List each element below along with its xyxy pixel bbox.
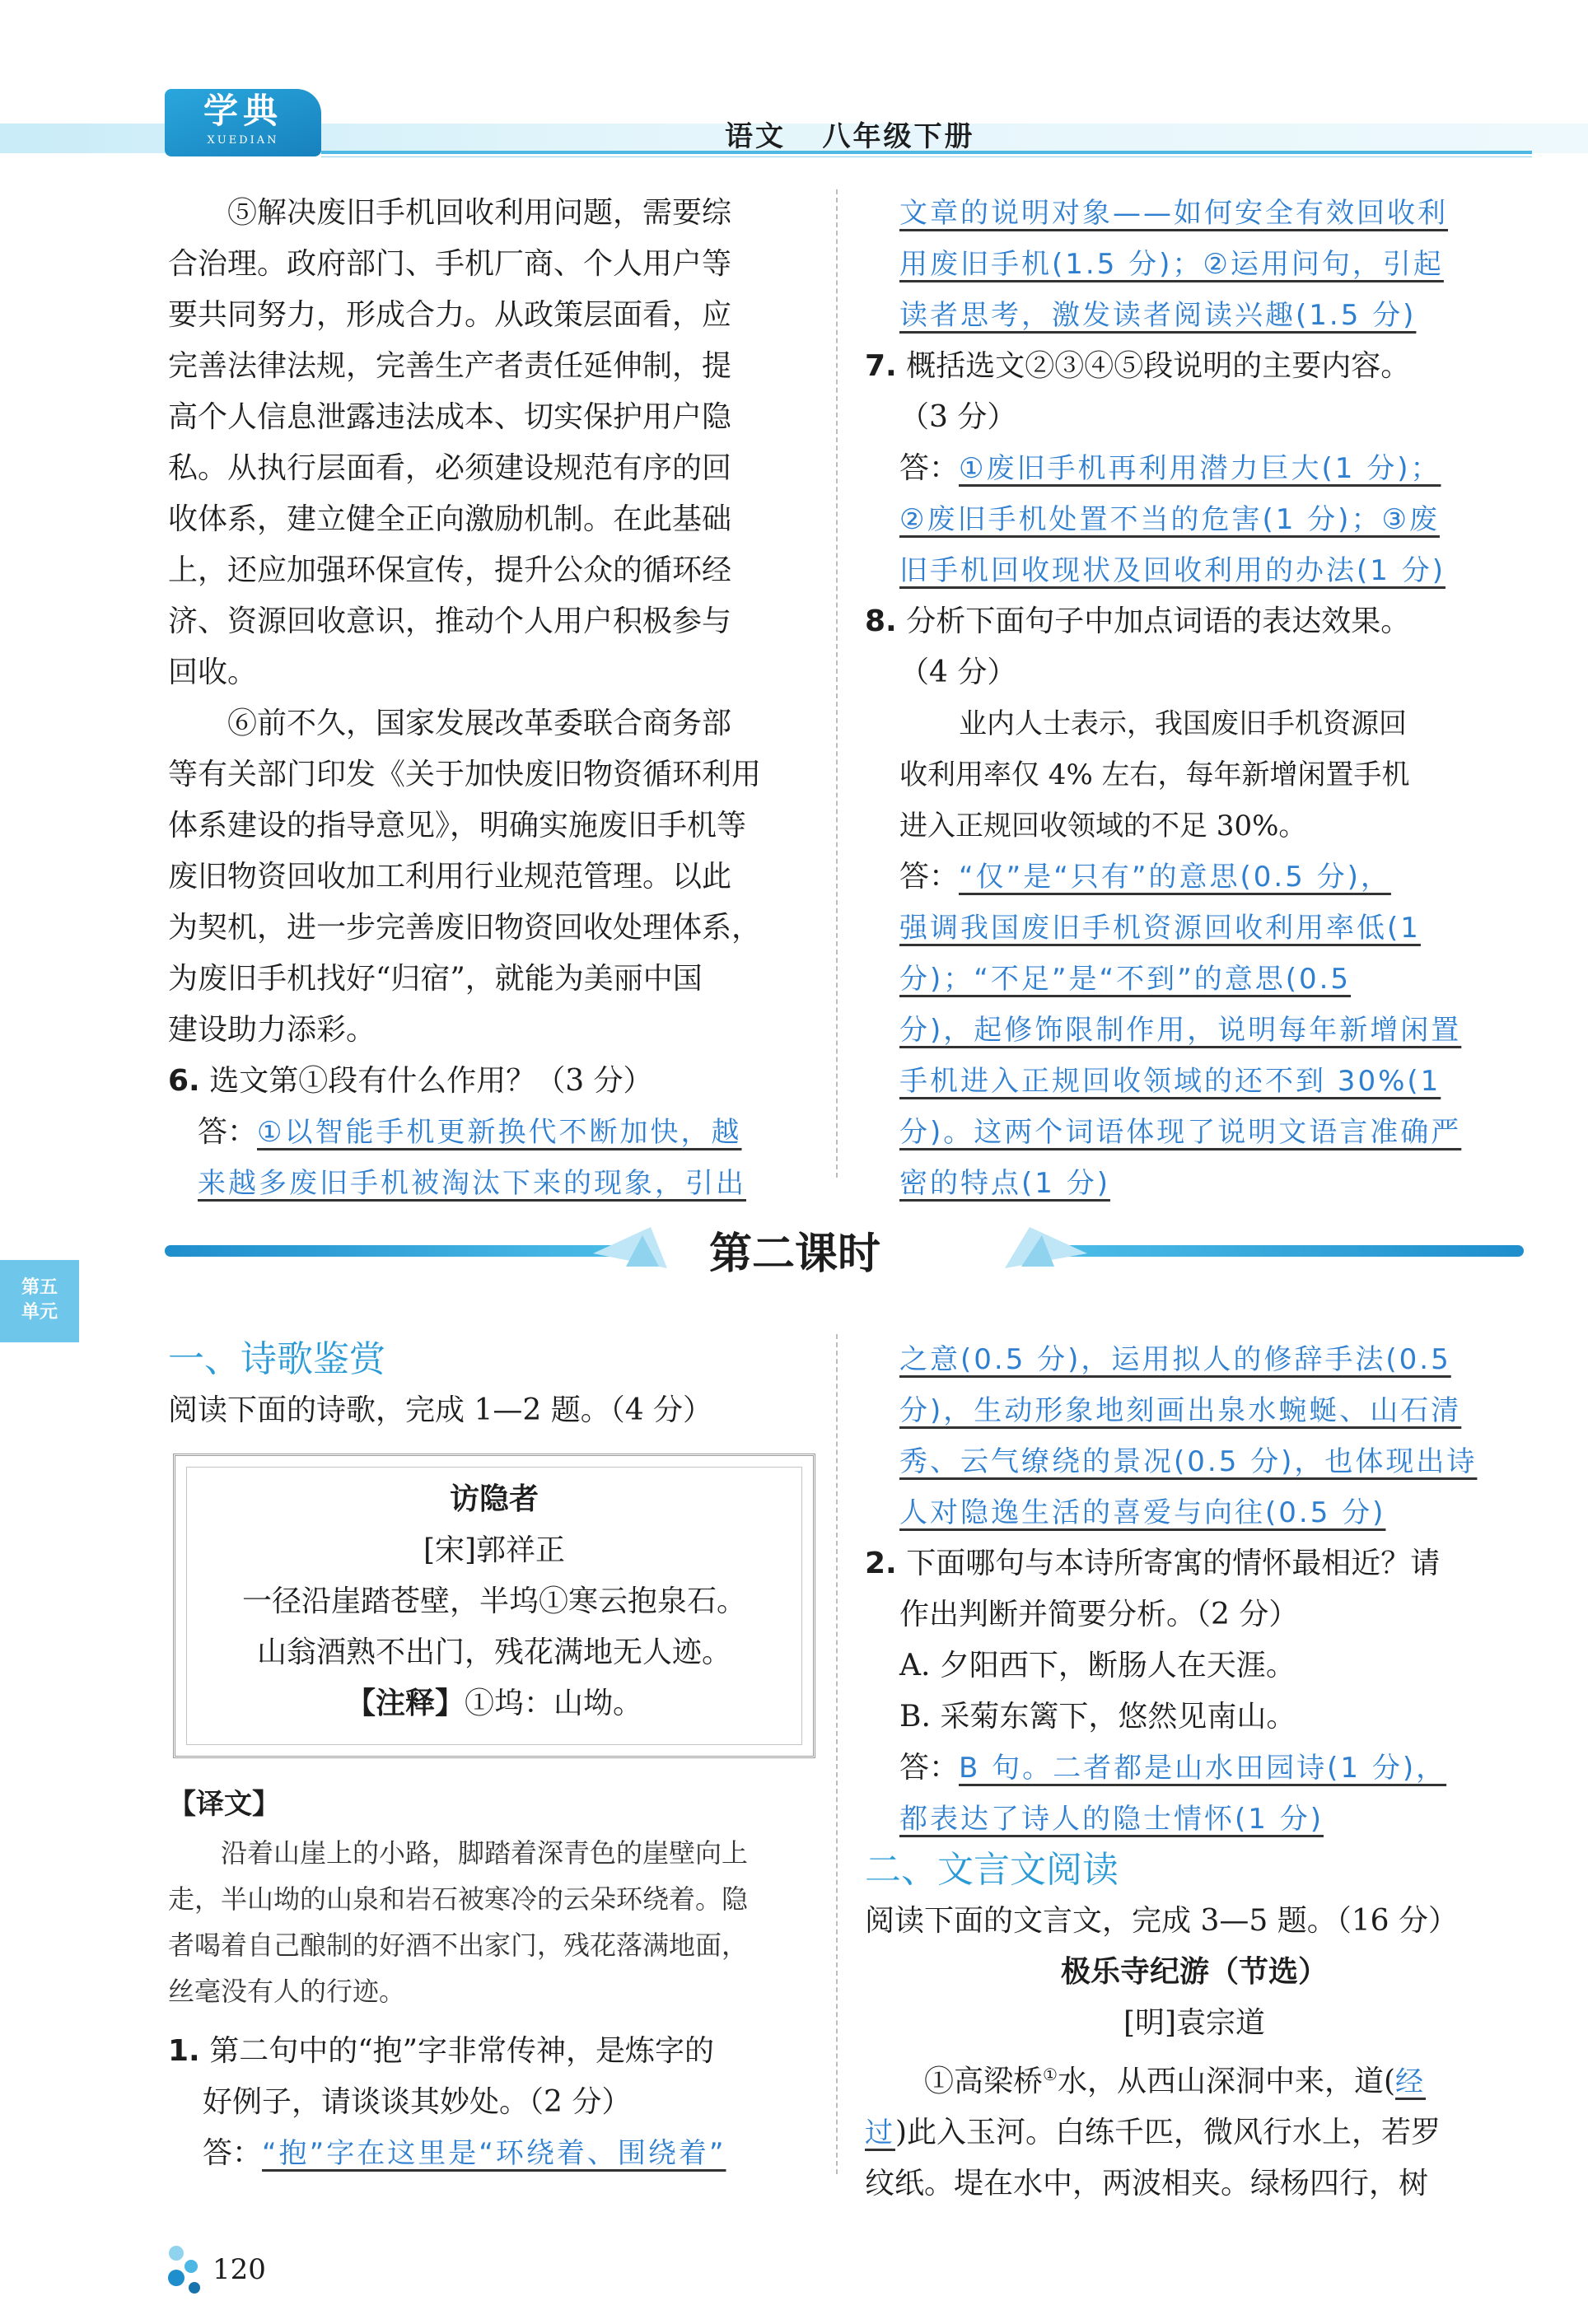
- answer-text: 分)，起修饰限制作用，说明每年新增闲置: [899, 1014, 1462, 1047]
- answer-text: 都表达了诗人的隐士情怀(1 分): [899, 1803, 1324, 1836]
- question-score: （3 分）: [899, 400, 1017, 434]
- paragraph-5: [168, 188, 819, 698]
- question-text: 下面哪句与本诗所寄寓的情怀最相近？请: [906, 1547, 1441, 1580]
- column-divider: [836, 1334, 838, 2174]
- answer-label: 答：: [203, 2136, 263, 2170]
- answer-text: “仅”是“只有”的意思(0.5 分)，: [959, 861, 1391, 894]
- section-heading: 二、文言文阅读: [865, 1849, 1119, 1891]
- text-line: 济、资源回收意识，推动个人用户积极参与: [168, 604, 732, 638]
- section-heading: 一、诗歌鉴赏: [168, 1338, 385, 1380]
- text-line: 私。从执行层面看，必须建设规范有序的回: [168, 451, 732, 485]
- text-line: 合治理。政府部门、手机厂商、个人用户等: [168, 247, 732, 281]
- answer-text: 读者思考，激发读者阅读兴趣(1.5 分): [899, 299, 1417, 332]
- lesson-title: 第二课时: [708, 1230, 880, 1279]
- answer-1: [168, 2128, 819, 2179]
- text-line: 进入正规回收领域的不足 30%。: [899, 810, 1307, 842]
- question-2: [865, 1538, 1524, 1589]
- answer-label: 答：: [899, 860, 960, 894]
- text-line: 为废旧手机找好“归宿”，就能为美丽中国: [168, 962, 703, 996]
- text-line: 沿着山崖上的小路，脚踏着深青色的崖壁向上: [221, 1837, 749, 1869]
- text-line: 丝毫没有人的行迹。: [168, 1976, 406, 2007]
- text-line: 高个人信息泄露违法成本、切实保护用户隐: [168, 400, 732, 434]
- text-line: ⑥前不久，国家发展改革委联合商务部: [227, 707, 732, 740]
- question-7: [865, 341, 1524, 392]
- option-b: B. 采菊东篱下，悠然见南山。: [899, 1700, 1296, 1734]
- answer-text: 密的特点(1 分): [899, 1167, 1110, 1200]
- banner-bar-right: [1030, 1245, 1524, 1257]
- question-number: 1.: [168, 2034, 200, 2068]
- unit-side-tab: [0, 1260, 79, 1342]
- question-number: 2.: [865, 1547, 897, 1580]
- answer-label: 答：: [899, 451, 960, 485]
- poem-line: 山翁酒熟不出门，残花满地无人迹。: [256, 1636, 731, 1669]
- banner-bar-left: [165, 1245, 659, 1257]
- answer-text: 用废旧手机(1.5 分)；②运用问句，引起: [899, 248, 1444, 281]
- text-line: 体系建设的指导意见》，明确实施废旧手机等: [168, 809, 747, 842]
- answer-text: ①以智能手机更新换代不断加快，越: [257, 1116, 742, 1149]
- answer-text: 之意(0.5 分)，运用拟人的修辞手法(0.5: [899, 1343, 1451, 1376]
- option-a: A. 夕阳西下，断肠人在天涯。: [899, 1649, 1296, 1682]
- answer-text: 秀、云气缭绕的景况(0.5 分)，也体现出诗: [899, 1445, 1478, 1478]
- page-corner-ornament: [165, 2242, 214, 2299]
- question-score: （4 分）: [899, 656, 1017, 689]
- text-line: 要共同努力，形成合力。从政策层面看，应: [168, 298, 732, 332]
- essay-text: ①高梁桥: [924, 2065, 1044, 2098]
- answer-text: 强调我国废旧手机资源回收利用率低(1: [899, 912, 1421, 945]
- answer-text: 来越多废旧手机被淘汰下来的现象，引出: [198, 1167, 746, 1200]
- answer-text: ①废旧手机再利用潜力巨大(1 分)；: [959, 452, 1441, 485]
- question-number: 8.: [865, 604, 897, 638]
- text-line: 者喝着自己酿制的好酒不出家门，残花落满地面，: [168, 1930, 749, 1961]
- text-line: 建设助力添彩。: [168, 1013, 376, 1047]
- poem: [186, 1474, 802, 1729]
- question-6: [168, 1056, 819, 1107]
- page-number: 120: [213, 2253, 266, 2286]
- answer-2: [865, 1743, 1524, 1794]
- question-1: [168, 2026, 819, 2179]
- side-tab-line: 第五: [21, 1276, 58, 1298]
- essay-title: 极乐寺纪游（节选）: [1060, 1955, 1328, 1989]
- poem-title: 访隐者: [449, 1482, 539, 1516]
- text-line: 上，还应加强环保宣传，提升公众的循环经: [168, 553, 732, 587]
- quoted-sentence: [865, 698, 1524, 852]
- essay-text: )此入玉河。白练千匹，微风行水上，若罗: [895, 2116, 1441, 2149]
- question-text: 选文第①段有什么作用？（3 分）: [209, 1064, 653, 1098]
- answer-text: 手机进入正规回收领域的还不到 30%(1: [899, 1065, 1441, 1098]
- essay-line: [865, 2049, 1524, 2107]
- text-line: ⑤解决废旧手机回收利用问题，需要综: [227, 196, 732, 230]
- header-rule-thin: [321, 156, 1532, 157]
- question-text: 作出判断并简要分析。（2 分）: [899, 1598, 1299, 1631]
- translation-block: [168, 1779, 819, 2014]
- answer-text: ②废旧手机处置不当的危害(1 分)；③废: [899, 503, 1440, 536]
- text-line: 回收。: [168, 656, 258, 689]
- note-text: ①坞：山坳。: [465, 1687, 643, 1720]
- text-line: 收利用率仅 4% 左右，每年新增闲置手机: [899, 758, 1410, 791]
- logo-text: 学典: [203, 91, 283, 131]
- answer-7: [865, 443, 1524, 494]
- logo-subtext: XUEDIAN: [207, 134, 279, 147]
- essay-line: [865, 2107, 1524, 2158]
- essay-author: [明]袁宗道: [1123, 2006, 1266, 2040]
- footnote-marker: ①: [1043, 2065, 1058, 2084]
- question-number: 6.: [168, 1064, 200, 1098]
- text-line: 为契机，进一步完善废旧物资回收处理体系，: [168, 911, 762, 945]
- left-bottom-column: [168, 1334, 819, 1436]
- right-top-column: [865, 188, 1524, 1209]
- left-top-column: [168, 188, 819, 1209]
- text-line: 走，半山坳的山泉和岩石被寒冷的云朵环绕着。隐: [168, 1883, 749, 1915]
- answer-text: “抱”字在这里是“环绕着、围绕着”: [262, 2137, 726, 2170]
- text-line: 业内人士表示，我国废旧手机资源回: [959, 707, 1407, 740]
- answer-label: 答：: [198, 1115, 258, 1149]
- essay-line: 纹纸。堤在水中，两波相夹。绿杨四行，树: [865, 2167, 1429, 2200]
- answer-text: 人对隐逸生活的喜爱与向往(0.5 分): [899, 1496, 1386, 1529]
- instruction: 阅读下面的诗歌，完成 1—2 题。（4 分）: [168, 1393, 713, 1427]
- essay-text: 水，从西山深洞中来，道(: [1057, 2065, 1395, 2098]
- answer-label: 答：: [899, 1751, 960, 1785]
- text-line: 完善法律法规，完善生产者责任延伸制，提: [168, 349, 732, 383]
- answer-text: 分)；“不足”是“不到”的意思(0.5: [899, 963, 1352, 996]
- publisher-logo: [165, 89, 321, 156]
- answer-text: 过: [865, 2116, 895, 2149]
- question-text: 好例子，请谈谈其妙处。（2 分）: [203, 2085, 632, 2119]
- column-divider: [836, 189, 838, 1178]
- book-title: 语文 八年级下册: [725, 120, 975, 153]
- answer-8: [865, 852, 1524, 903]
- question-8: [865, 596, 1524, 647]
- answer-text: 文章的说明对象——如何安全有效回收利: [899, 197, 1448, 230]
- text-line: 收体系，建立健全正向激励机制。在此基础: [168, 502, 732, 536]
- right-bottom-column: [865, 1334, 1524, 2210]
- text-line: 等有关部门印发《关于加快废旧物资循环利用: [168, 758, 762, 791]
- poem-line: 一径沿崖踏苍壁，半坞①寒云抱泉石。: [241, 1584, 746, 1618]
- answer-text: 分)，生动形象地刻画出泉水蜿蜒、山石清: [899, 1394, 1462, 1427]
- side-tab-line: 单元: [21, 1301, 58, 1323]
- answer-text: 经: [1395, 2065, 1426, 2098]
- instruction: 阅读下面的文言文，完成 3—5 题。（16 分）: [865, 1904, 1458, 1938]
- question-number: 7.: [865, 349, 897, 383]
- answer-text: B 句。二者都是山水田园诗(1 分)，: [959, 1752, 1447, 1785]
- answer-text: 分)。这两个词语体现了说明文语言准确严: [899, 1116, 1462, 1149]
- answer-text: 旧手机回收现状及回收利用的办法(1 分): [899, 554, 1446, 587]
- answer-6: [168, 1107, 819, 1158]
- paragraph-6: [168, 698, 819, 1056]
- text-line: 废旧物资回收加工利用行业规范管理。以此: [168, 860, 732, 894]
- poem-author: [宋]郭祥正: [423, 1533, 566, 1567]
- poem-note: [186, 1678, 802, 1729]
- translation-label: 【译文】: [168, 1788, 280, 1821]
- question-text: 第二句中的“抱”字非常传神，是炼字的: [209, 2034, 714, 2068]
- note-label: 【注释】: [345, 1687, 465, 1720]
- question-text: 分析下面句子中加点词语的表达效果。: [906, 604, 1411, 638]
- question-text: 概括选文②③④⑤段说明的主要内容。: [906, 349, 1411, 383]
